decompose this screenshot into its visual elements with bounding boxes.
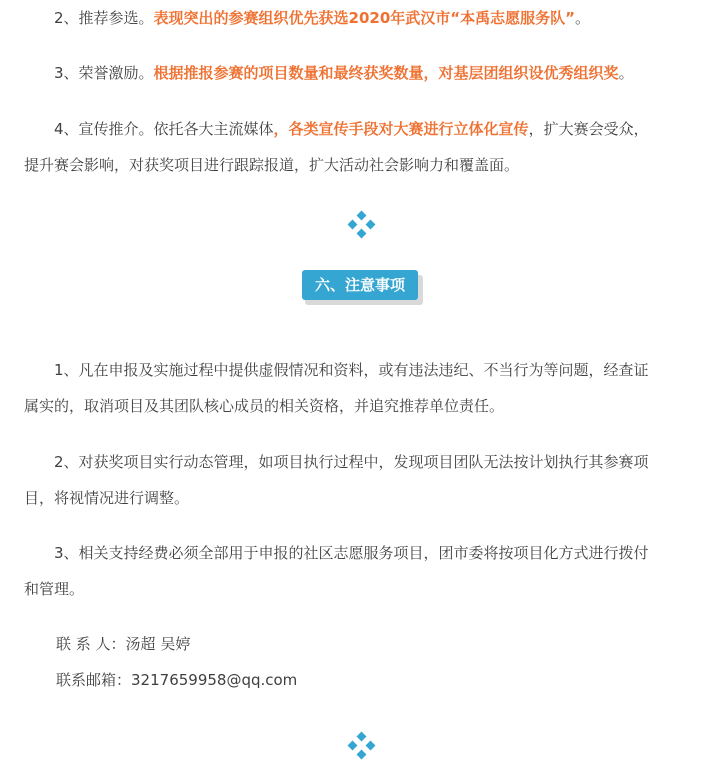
paragraph-line: 3、相关支持经费必须全部用于申报的社区志愿服务项目，团市委将按项目化方式进行拨付 bbox=[54, 544, 649, 562]
paragraph-lead: 3、荣誉激励。 bbox=[54, 64, 154, 82]
diamond-icon bbox=[357, 211, 367, 221]
paragraph-notice-2 bbox=[24, 444, 701, 516]
paragraph-line: 1、凡在申报及实施过程中提供虚假情况和资料，或有违法违纪、不当行为等问题，经查证 bbox=[54, 361, 649, 379]
paragraph-notice-3 bbox=[24, 535, 701, 607]
paragraph-tail: ，扩大赛会受众， bbox=[528, 120, 649, 138]
paragraph-line bbox=[24, 55, 701, 91]
contact-email bbox=[56, 668, 297, 692]
diamond-divider-icon bbox=[349, 212, 375, 238]
contact-person bbox=[56, 632, 190, 656]
paragraph-lead: 2、推荐参选。 bbox=[54, 9, 154, 27]
diamond-icon bbox=[357, 732, 367, 742]
paragraph-line: 提升赛会影响，对获奖项目进行跟踪报道，扩大活动社会影响力和覆盖面。 bbox=[24, 156, 520, 174]
paragraph-line: 2、对获奖项目实行动态管理，如项目执行过程中，发现项目团队无法按计划执行其参赛项 bbox=[54, 453, 649, 471]
paragraph-line: 属实的，取消项目及其团队核心成员的相关资格，并追究推荐单位责任。 bbox=[24, 397, 505, 415]
paragraph-tail: 。 bbox=[618, 64, 634, 82]
diamond-icon bbox=[348, 220, 358, 230]
paragraph-publicity bbox=[24, 111, 701, 183]
diamond-icon bbox=[366, 741, 376, 751]
paragraph-line: 目，将视情况进行调整。 bbox=[24, 489, 190, 507]
paragraph-line bbox=[24, 0, 701, 36]
highlighted-text: 根据推报参赛的项目数量和最终获奖数量，对基层团组织设优秀组织奖 bbox=[153, 64, 619, 82]
paragraph-honor bbox=[24, 55, 701, 91]
diamond-icon bbox=[348, 741, 358, 751]
highlighted-text: 表现突出的参赛组织优先获选2020年武汉市“本禹志愿服务队” bbox=[153, 9, 576, 27]
diamond-divider-icon bbox=[349, 733, 375, 759]
section-heading: 六、注意事项 bbox=[302, 270, 418, 300]
paragraph-line: 和管理。 bbox=[24, 580, 85, 598]
contact-person-value: 汤超 吴婷 bbox=[125, 635, 191, 653]
diamond-icon bbox=[366, 220, 376, 230]
contact-person-label: 联 系 人： bbox=[56, 635, 126, 653]
contact-email-label: 联系邮箱： bbox=[56, 671, 132, 689]
paragraph-notice-1 bbox=[24, 352, 701, 424]
paragraph-recommend bbox=[24, 0, 701, 36]
highlighted-text: ，各类宣传手段对大赛进行立体化宣传 bbox=[273, 120, 529, 138]
diamond-icon bbox=[357, 750, 367, 760]
paragraph-lead: 4、宣传推介。依托各大主流媒体 bbox=[54, 120, 274, 138]
paragraph-line bbox=[24, 111, 701, 147]
paragraph-tail: 。 bbox=[575, 9, 591, 27]
diamond-icon bbox=[357, 229, 367, 239]
contact-email-value: 3217659958@qq.com bbox=[131, 671, 298, 689]
section-heading-block bbox=[302, 270, 422, 304]
